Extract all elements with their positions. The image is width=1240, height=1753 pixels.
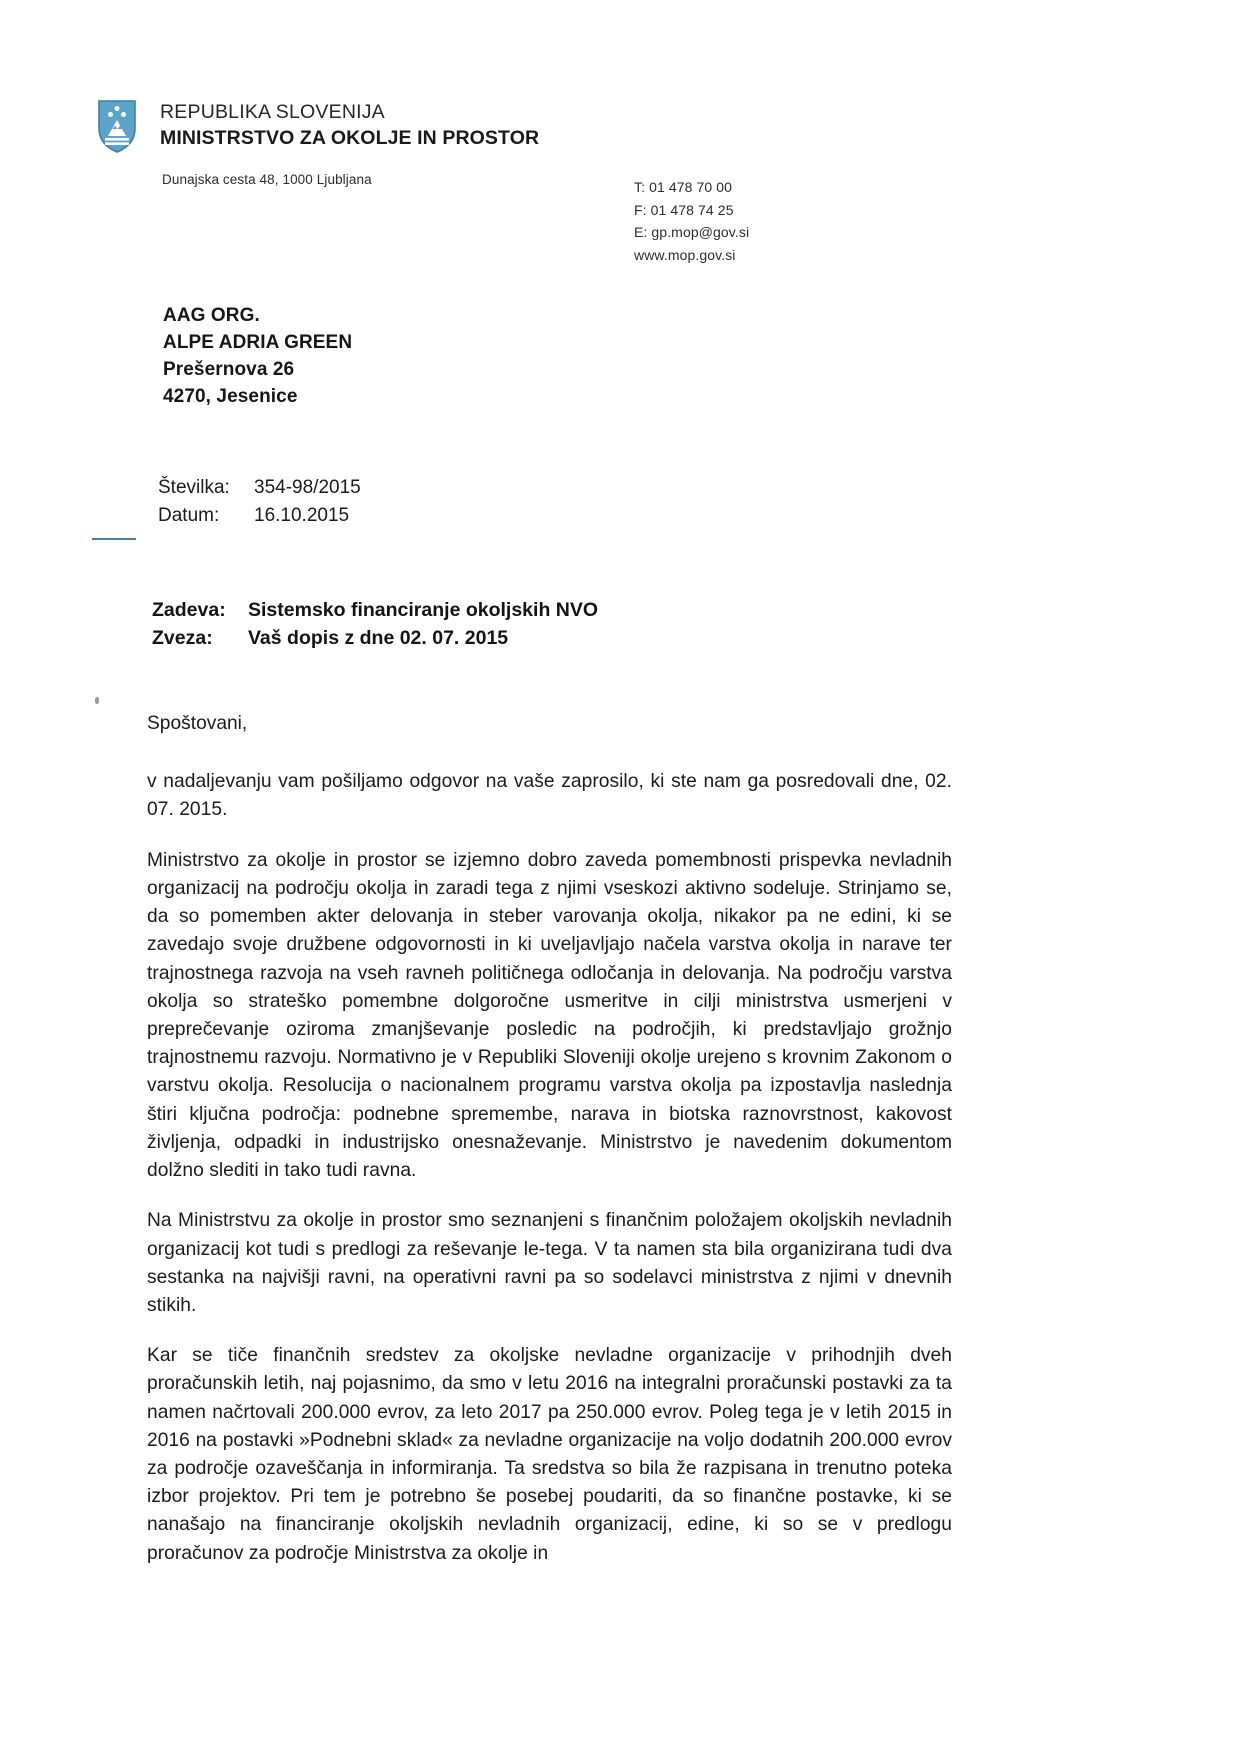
ministry-name: MINISTRSTVO ZA OKOLJE IN PROSTOR — [160, 126, 540, 149]
fax-number: F: 01 478 74 25 — [634, 201, 734, 218]
subject-row — [152, 596, 598, 624]
date-value: 16.10.2015 — [254, 504, 350, 526]
recipient-org-abbrev: AAG ORG. — [163, 305, 260, 326]
website-url: www.mop.gov.si — [634, 247, 736, 264]
body-paragraph: Kar se tiče finančnih sredstev za okoljske nevladne organizacije v prihodnjih dveh proračunskih letih, naj pojasnimo, da smo v letu 2016 na integralni proračunski postavki za ta namen načrtovali 200.000 evrov, za leto 2017 pa 250.000 evrov. Poleg tega je v letih 2015 in 2016 na postavki »Podnebni sklad« za nevladne organizacije na voljo dodatnih 200.000 evrov za področje ozaveščanja in informiranja. Ta sredstva so bila že razpisana in trenutno poteka izbor projektov. Pri tem je potrebno še posebej poudariti, da so finančne postavke, ki se nanašajo na financiranje okoljskih nevladnih organizacij, edine, ki so se v predlogu proračunov za področje Ministrstva za okolje in — [147, 1345, 952, 1564]
email-address: E: gp.mop@gov.si — [634, 224, 750, 241]
subject-label: Zadeva: — [152, 599, 226, 621]
prior-correspondence-label: Zveza: — [152, 627, 213, 650]
prior-correspondence-row — [152, 624, 598, 652]
margin-tick-mark — [95, 697, 99, 704]
salutation: Spoštovani, — [147, 713, 248, 734]
phone-number: T: 01 478 70 00 — [634, 179, 733, 195]
date-row — [158, 502, 361, 530]
contact-details — [634, 176, 749, 267]
organization-names — [160, 96, 539, 151]
recipient-address-block — [163, 303, 352, 411]
subject-value: Sistemsko financiranje okoljskih NVO — [248, 599, 599, 621]
slovenia-coat-of-arms-icon — [96, 98, 138, 154]
recipient-street: Prešernova 26 — [163, 358, 295, 380]
reference-number-label: Številka: — [158, 477, 230, 498]
body-paragraph: Ministrstvo za okolje in prostor se izjemno dobro zaveda pomembnosti prispevka nevladnih organizacij na področju okolja in zaradi tega z njimi vseskozi aktivno sodeluje. Strinjamo se, da so pomemben akter delovanja in steber varovanja okolja, nikakor pa ne edini, ki se zavedajo svoje družbene odgovornosti in ki uveljavljajo načela varstva okolja in narave ter trajnostnega razvoja na vseh ravneh političnega odločanja in delovanja. Na področju varstva okolja so strateško pomembne dolgoročne usmeritve in cilji ministrstva usmerjeni v preprečevanje oziroma zmanjševanje posledic na področjih, ki predstavljajo grožnjo trajnostnemu razvoju. Normativno je v Republiki Sloveniji okolje urejeno s krovnim Zakonom o varstvu okolja. Resolucija o nacionalnem programu varstva okolja pa izpostavlja naslednja štiri ključna področja: podnebne spremembe, narava in biotska raznovrstnost, kakovost življenja, odpadki in industrijsko onesnaževanje. Ministrstvo je navedenim dokumentom dolžno slediti in tako tudi ravna. — [147, 849, 952, 1182]
body-paragraph: v nadaljevanju vam pošiljamo odgovor na vaše zaprosilo, ki ste nam ga posredovali dne, 02. 07. 2015. — [147, 771, 952, 821]
margin-rule-divider — [92, 538, 136, 540]
date-label: Datum: — [158, 504, 220, 526]
prior-correspondence-value: Vaš dopis z dne 02. 07. 2015 — [248, 627, 509, 650]
office-address: Dunajska cesta 48, 1000 Ljubljana — [162, 172, 372, 187]
recipient-org-name: ALPE ADRIA GREEN — [163, 331, 353, 353]
subject-block — [152, 596, 598, 653]
reference-number-value: 354-98/2015 — [254, 477, 361, 498]
letter-body — [147, 710, 952, 1568]
country-name: REPUBLIKA SLOVENIJA — [160, 101, 385, 123]
reference-block — [158, 474, 361, 529]
recipient-city: 4270, Jesenice — [163, 385, 298, 407]
letterhead — [96, 96, 539, 154]
reference-number-row — [158, 474, 361, 502]
body-paragraph: Na Ministrstvu za okolje in prostor smo seznanjeni s finančnim položajem okoljskih nevladnih organizacij kot tudi s predlogi za reševanje le-tega. V ta namen sta bila organizirana tudi dva sestanka na najvišji ravni, na operativni ravni pa so sodelavci ministrstva z njimi v dnevnih stikih. — [147, 1210, 952, 1316]
